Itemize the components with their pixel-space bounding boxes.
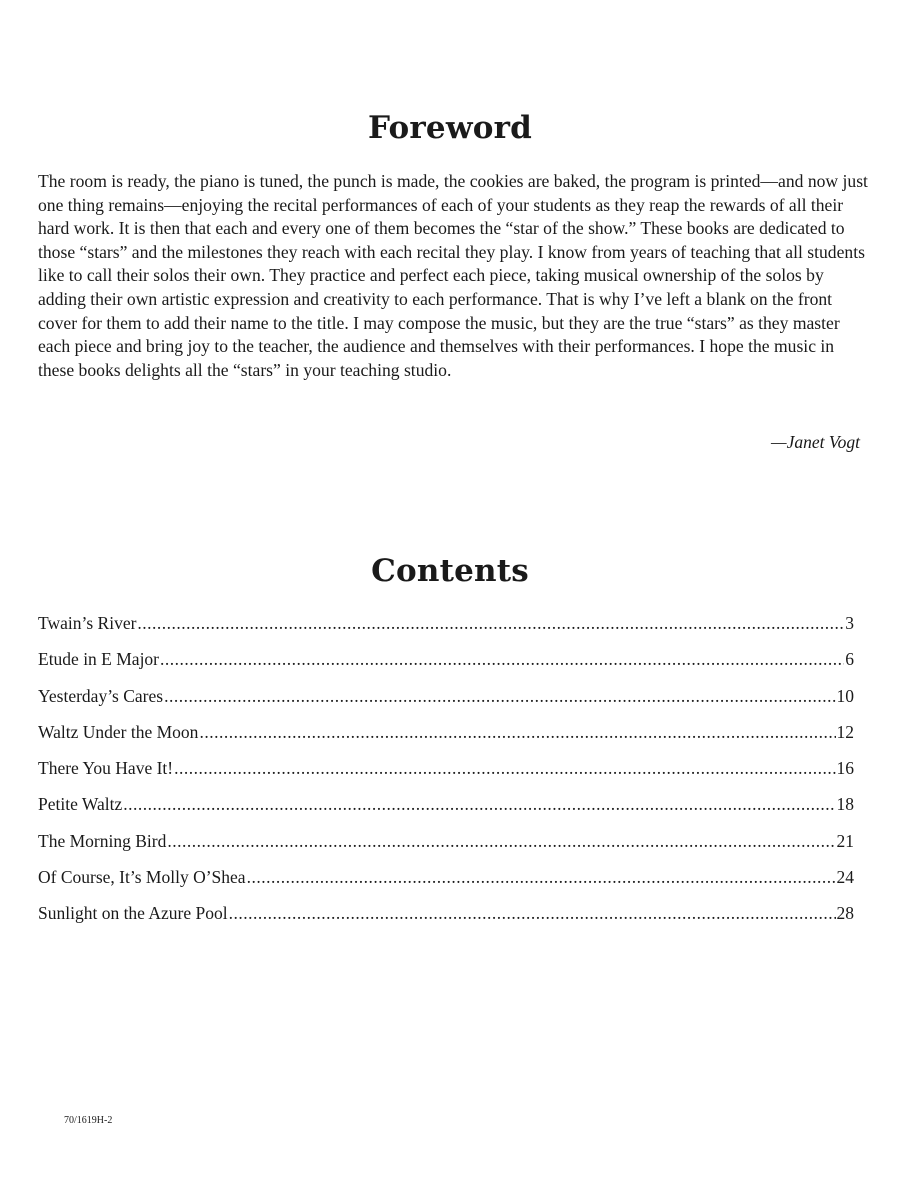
toc-entry-yesterdays-cares [38,684,854,720]
toc-entry-page: 12 [836,721,854,742]
toc-entry-title: Petite Waltz [38,794,123,815]
toc-entry-title: Yesterday’s Cares [38,685,164,706]
toc-entry-title: Etude in E Major [38,649,160,670]
toc-entry-there-you-have-it [38,756,854,792]
toc-entry-page: 10 [836,685,854,706]
toc-entry-page: 21 [836,830,854,851]
toc-dot-leader [199,720,835,744]
toc-dot-leader [174,756,835,780]
toc-entry-title: Waltz Under the Moon [38,721,199,742]
toc-dot-leader [160,647,844,671]
toc-entry-the-morning-bird [38,829,854,865]
toc-entry-page: 3 [845,613,854,633]
toc-dot-leader [123,792,835,816]
toc-entry-title: There You Have It! [38,758,174,779]
toc-entry-sunlight-on-the-azure-pool [38,901,854,937]
toc-dot-leader [247,865,836,889]
toc-dot-leader [167,829,835,853]
toc-entry-etude-in-e-major [38,647,854,683]
toc-dot-leader [137,611,844,635]
toc-entry-page: 16 [836,758,854,779]
toc-dot-leader [229,901,836,925]
catalog-number: 70/1619H-2 [64,1115,113,1126]
foreword-body: The room is ready, the piano is tuned, the punch is made, the cookies are baked, the program is printed—and now just one thing remains—enjoying the recital performances of each of your students as they reap the rewards of all their hard work. It is then that each and every one of them becomes the “star of the show.” These books are dedicated to those “stars” and the milestones they reach with each recital they play. I know from years of teaching that all students like to call their solos their own. They practice and perfect each piece, taking musical ownership of the solos by adding their own artistic expression and creativity to each performance. That is why I’ve left a blank on the front cover for them to add their name to the title. I may compose the music, but they are the true “stars” as they master each piece and bring joy to the teacher, the audience and themselves with their performances. I hope the music in these books delights all the “stars” in your teaching studio. [38,171,868,380]
toc-entry-title: The Morning Bird [38,830,167,851]
table-of-contents [38,611,854,938]
toc-entry-page: 28 [836,903,854,924]
toc-entry-twains-river [38,611,854,647]
toc-dot-leader [164,684,835,708]
toc-entry-page: 18 [836,794,854,815]
contents-title: Contents [371,553,529,589]
toc-entry-title: Sunlight on the Azure Pool [38,903,228,924]
toc-entry-page: 24 [836,867,854,888]
toc-entry-waltz-under-the-moon [38,720,854,756]
toc-entry-of-course-its-molly-oshea [38,865,854,901]
toc-entry-title: Of Course, It’s Molly O’Shea [38,867,246,888]
toc-entry-title: Twain’s River [38,613,137,633]
toc-entry-page: 6 [845,649,854,670]
toc-entry-petite-waltz [38,792,854,828]
foreword-signature: —Janet Vogt [771,432,860,452]
foreword-title: Foreword [367,110,533,146]
